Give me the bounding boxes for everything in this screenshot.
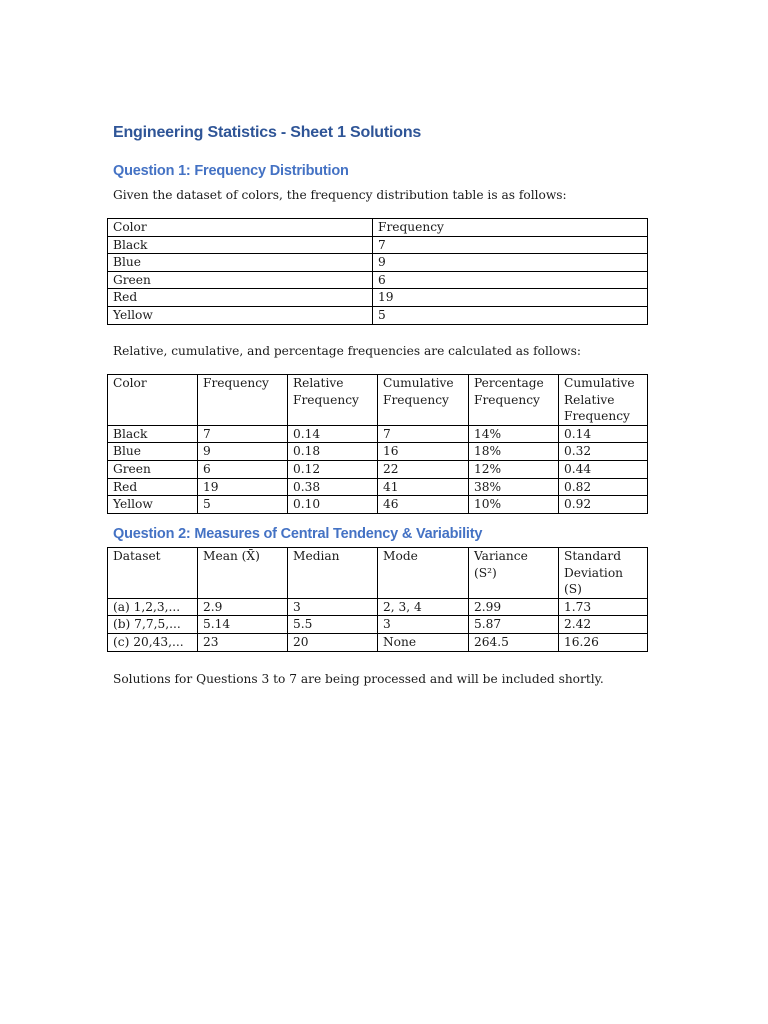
table-cell: 264.5 — [469, 633, 559, 651]
table-cell: 5.14 — [198, 616, 288, 634]
table-cell: 0.44 — [559, 460, 648, 478]
table-cell: 19 — [373, 289, 648, 307]
table-row — [108, 254, 648, 272]
table-header-row — [108, 375, 648, 426]
table-cell: Blue — [108, 443, 198, 461]
header-cell: Dataset — [108, 548, 198, 599]
header-cell: Frequency — [373, 219, 648, 237]
table-cell: 9 — [198, 443, 288, 461]
table-cell: 0.14 — [288, 425, 378, 443]
table-cell: 0.32 — [559, 443, 648, 461]
table-cell: 7 — [373, 236, 648, 254]
table-cell: 0.92 — [559, 496, 648, 514]
table-cell: Black — [108, 425, 198, 443]
table-cell: 5.5 — [288, 616, 378, 634]
table-cell: 5.87 — [469, 616, 559, 634]
table-cell: 6 — [373, 271, 648, 289]
header-cell: Median — [288, 548, 378, 599]
q1-heading: Question 1: Frequency Distribution — [113, 163, 349, 179]
table-cell: 0.10 — [288, 496, 378, 514]
table-cell: 12% — [469, 460, 559, 478]
header-cell: Variance (S²) — [469, 548, 559, 599]
table-cell: 19 — [198, 478, 288, 496]
table-cell: 2.9 — [198, 598, 288, 616]
table-cell: Red — [108, 289, 373, 307]
table-cell: 20 — [288, 633, 378, 651]
table-cell: 0.18 — [288, 443, 378, 461]
table-cell: 16 — [378, 443, 469, 461]
table-cell: 22 — [378, 460, 469, 478]
table-cell: 23 — [198, 633, 288, 651]
table-cell: 7 — [378, 425, 469, 443]
header-cell: Color — [108, 219, 373, 237]
q1-intro: Given the dataset of colors, the frequency distribution table is as follows: — [113, 188, 567, 202]
table-cell: 2.42 — [559, 616, 648, 634]
table-cell: 3 — [288, 598, 378, 616]
table-cell: 0.14 — [559, 425, 648, 443]
table-cell: (c) 20,43,... — [108, 633, 198, 651]
table-cell: 7 — [198, 425, 288, 443]
frequency-table — [107, 218, 648, 325]
table-cell: 0.82 — [559, 478, 648, 496]
central-tendency-table — [107, 547, 648, 652]
table-row — [108, 496, 648, 514]
table-cell: Yellow — [108, 306, 373, 324]
table-row — [108, 236, 648, 254]
q2-heading: Question 2: Measures of Central Tendency & Variability — [113, 526, 483, 542]
table-cell: None — [378, 633, 469, 651]
relative-frequency-table — [107, 374, 648, 514]
table-cell: 2, 3, 4 — [378, 598, 469, 616]
table-cell: 10% — [469, 496, 559, 514]
table-cell: 5 — [198, 496, 288, 514]
header-cell: Cumulative Frequency — [378, 375, 469, 426]
table-row — [108, 478, 648, 496]
table-cell: Blue — [108, 254, 373, 272]
table-row — [108, 425, 648, 443]
table-cell: 41 — [378, 478, 469, 496]
document-title: Engineering Statistics - Sheet 1 Solutions — [113, 124, 422, 141]
table-cell: Red — [108, 478, 198, 496]
table-cell: Green — [108, 460, 198, 478]
table-cell: 1.73 — [559, 598, 648, 616]
table-cell: 0.12 — [288, 460, 378, 478]
table-cell: Black — [108, 236, 373, 254]
table-row — [108, 271, 648, 289]
table-header-row — [108, 219, 648, 237]
header-cell: Percentage Frequency — [469, 375, 559, 426]
q1-intro2: Relative, cumulative, and percentage frequencies are calculated as follows: — [113, 344, 581, 358]
table-row — [108, 289, 648, 307]
table-cell: 46 — [378, 496, 469, 514]
table-cell: 5 — [373, 306, 648, 324]
table-cell: 2.99 — [469, 598, 559, 616]
table-cell: 3 — [378, 616, 469, 634]
table-row — [108, 460, 648, 478]
header-cell: Color — [108, 375, 198, 426]
table-cell: Green — [108, 271, 373, 289]
table-header-row — [108, 548, 648, 599]
footer-note: Solutions for Questions 3 to 7 are being processed and will be included shortly. — [113, 672, 604, 686]
table-row — [108, 598, 648, 616]
table-cell: 9 — [373, 254, 648, 272]
table-row — [108, 443, 648, 461]
table-row — [108, 616, 648, 634]
table-cell: (b) 7,7,5,... — [108, 616, 198, 634]
table-cell: 16.26 — [559, 633, 648, 651]
table-cell: 6 — [198, 460, 288, 478]
table-row — [108, 633, 648, 651]
header-cell: Cumulative Relative Frequency — [559, 375, 648, 426]
table-cell: (a) 1,2,3,... — [108, 598, 198, 616]
table-cell: 14% — [469, 425, 559, 443]
header-cell: Mode — [378, 548, 469, 599]
table-row — [108, 306, 648, 324]
table-cell: Yellow — [108, 496, 198, 514]
table-cell: 18% — [469, 443, 559, 461]
header-cell: Mean (X̄) — [198, 548, 288, 599]
header-cell: Relative Frequency — [288, 375, 378, 426]
header-cell: Standard Deviation (S) — [559, 548, 648, 599]
table-cell: 38% — [469, 478, 559, 496]
table-cell: 0.38 — [288, 478, 378, 496]
header-cell: Frequency — [198, 375, 288, 426]
